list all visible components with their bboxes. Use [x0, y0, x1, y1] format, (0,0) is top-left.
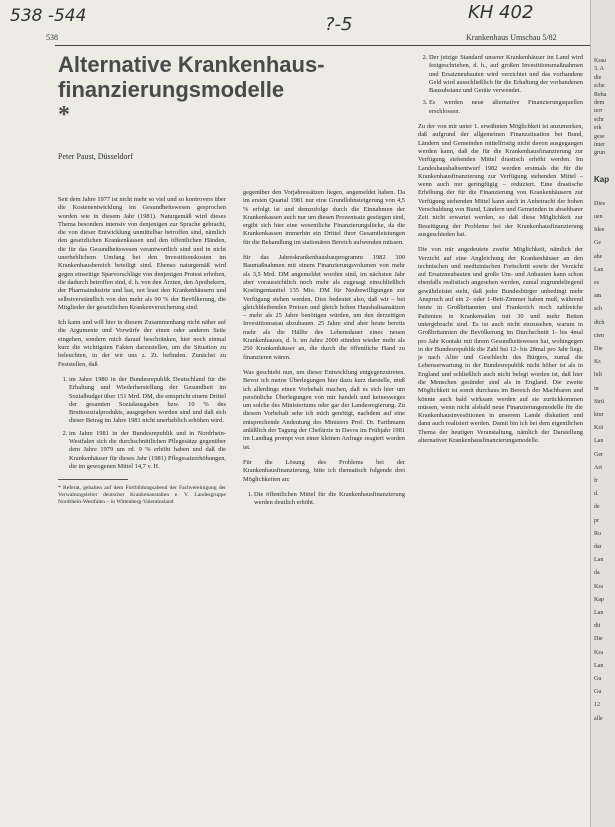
numbered-list — [243, 491, 405, 508]
handwritten-note-left: 538 -544 — [10, 6, 87, 26]
paragraph: Zu der von mir unter 1. erwähnten Möglichkeit ist anzumerken, daß aufgrund der allgemeinen Finanzsituation bei Bund, Ländern und Gemeinden mittelfristig nicht davon ausgegangen werden kann, daß die für die Krankenhausfinanzierung zur Verfügung stehenden Mittel drastisch erhöht werden. Im Landeshaushaltsentwurf 1982 werden erstmals die für die Krankenhausfinanzierung zur Verfügung stehenden Mittel – wenn auch nur geringfügig – reduziert. Eine drastische Erhöhung der für die Finanzierung von Krankenhäusern zur Verfügung stehenden Mittel kann auch in Anbetracht der hohen Verschuldung von Bund, Ländern und Gemeinden in absehbarer Zeit nicht erwartet werden, so daß diese Möglichkeit zur Beseitigung der Probleme bei der Krankenhausfinanzierung ausgeschieden hat. — [418, 123, 583, 238]
strip-fragment: dem — [594, 100, 605, 106]
strip-fragment: Ger — [594, 451, 603, 458]
strip-heading: Kap — [594, 174, 610, 184]
strip-fragment: Gu — [594, 676, 602, 682]
strip-fragment: Strü — [594, 398, 605, 405]
paragraph: Für die Lösung des Problems bei der Krankenhausfinanzierung, bitte ich thematisch folgende drei Möglichkeiten an: — [243, 458, 405, 483]
strip-fragment: alle — [594, 715, 603, 722]
strip-fragment: sch — [594, 306, 602, 313]
paragraph: Ich kann und will hier in diesem Zusammenhang nicht näher auf die Argumente und Vorwürfe der einen oder anderen Seite eingehen, sondern mich darauf beschränken, hier noch einmal kurz die wichtigsten Fakten darzustellen, um die Situation zu beleuchten, in der wir uns z. Zt. befinden. Zunächst zu Feststellen, daß — [58, 319, 226, 368]
strip-fragment: Die — [594, 636, 603, 643]
strip-fragment: Krau — [594, 58, 606, 64]
text-column-1 — [58, 196, 226, 506]
strip-fragment: erk — [594, 125, 602, 132]
strip-fragment: Kap — [594, 596, 604, 603]
text-column-3 — [418, 54, 583, 452]
strip-fragment: schr — [594, 116, 604, 123]
footnote-rule — [58, 479, 128, 480]
list-item: 1. im Jahre 1980 in der Bundesrepublik Deutschland für die Erhaltung und Wiederherstellung der Gesundheit im Sozialbudget über 151 Mrd. DM, die entspricht einem Drittel der gesamten Sozialausgaben bzw. 10 % des Bruttosozialprodukts, ausgegeben worden sind und daß sich dieser Betrag im Jahre 1981 nicht unerheblich erhöhen wird. — [69, 376, 226, 426]
strip-fragment: Lan — [594, 610, 604, 616]
strip-fragment: in — [594, 385, 599, 392]
paragraph: Seit dem Jahre 1977 ist nicht mehr so viel und so kontrovers über die Kostenentwicklung im Gesundheitswesen gesprochen worden wie in diesem Jahr (1981). Naturgemäß wird dieses Thema besonders intensiv von denjenigen zur Sprache gebracht, die von dieser Entwicklung unmittelbar betroffen sind, nämlich den gesetzlichen Krankenkassen und den öffentlichen Händen, die für das Gesundheitswesen verantwortlich sind und in nicht unerheblichem Umfang bei den Investitionskosten im Krankenhausbereich beteiligt sind. Ebenso naturgemäß wird gegen einseitige Sparvorschläge von denjenigen Protest erhoben, die dadurch betroffen sind, d. h. von den Ärzten, den Apothekern, der Pharmaindustrie und last, not least den Krankenhäusern und selbstverständlich von den mehr als 90 % der Bevölkerung, die Mitglieder der gesetzlichen Krankenversicherung sind. — [58, 196, 226, 311]
strip-fragment: Gu — [594, 689, 602, 696]
footnote: * Referat, gehalten auf dem Fortbildungsabend der Fachvereinigung der Verwaltungsleiter deutscher Krankenanstalten e. V. Landesgruppe Nordrhein-Westfalen – in Wittenberg-Valentinsland — [58, 485, 226, 506]
strip-fragment: Lan — [594, 438, 604, 445]
journal-name: Krankenhaus Umschau 5/82 — [466, 33, 557, 42]
strip-fragment: Idee — [594, 227, 605, 234]
strip-fragment: es — [594, 280, 599, 286]
strip-fragment: dit — [594, 623, 601, 630]
strip-fragment: Ge — [594, 240, 601, 247]
strip-fragment: Reha — [594, 91, 607, 98]
page-number: 538 — [46, 33, 58, 42]
strip-fragment: hilt — [594, 372, 603, 379]
strip-fragment: Die — [594, 346, 603, 352]
handwritten-note-middle: ?-5 — [325, 14, 353, 35]
paragraph: für das Jahreskrankenhausbauprogramm 1982 300 Baumaßnahmen mit einem Finanzierungsvolumen von mehr als 3,5 Mrd. DM angemeldet worden sind, im nächsten Jahr aber voraussichtlich noch mehr als zugesagt einschließlich Kostingentantiel 135 Mio. DM für Neubewilligungen zur Verfügung stehen werden. Dies bedeutet also, daß wir – bei gleichbleibenden Preisen und gleich hohen Haushaltsansätzen – mehr als 25 Jahre benötigen würden, um den derzeitigen Investitionsstau abzubauen. 25 Jahre sind aber heute bereits mehr als die Hälfte des Lebensdauer eines neuen Krankenhauses, d. h. im Jahre 2000 stünden wieder mehr als 250 Krankenhäuser an, die durch die öffentliche Hand zu finanzieren wären. — [243, 254, 405, 361]
strip-fragment: am — [594, 293, 602, 300]
title-asterisk: * — [58, 102, 70, 128]
strip-fragment: ahe — [594, 253, 603, 260]
list-item: 2. im Jahre 1981 in der Bundesrepublik und in Nordrhein-Westfalen sich die durchschnittlichen Pflegesätze gegenüber dem Jahre 1979 um rd. 9 % erhöht haben und daß die Krankenhäuser für dieses Jahr (1981) Pflegesatzerhöhungen, die im gewogenen Mittel 14,7 v. H. — [69, 430, 226, 471]
strip-fragment: gese — [594, 133, 605, 140]
paragraph: Was geschieht nun, um dieser Entwicklung entgegenzutreten. Bevor ich meine Überlegungen hier dazu kurz darstelle, muß ich allerdings einen Vorbehalt machen, daß es sich hier um persönliche Überlegungen von mir handelt und keinesweges um solche des Ministeriums oder gar der Landesregierung. Zu diesem Vorbehalt sehe ich mich genötigt, nachdem auf eine entsprechende Andeutung des Ministers Prof. Dr. Farthmann anläßlich der Tagung der Chefärzte in Davos im Frühjahr 1981 im Landtag prompt von einer kleinen Anfrage reagiert worden ist. — [243, 368, 405, 451]
strip-fragment: grun — [594, 150, 605, 157]
article-title: Alternative Krankenhaus-finanzierungsmodelle — [58, 52, 325, 102]
strip-fragment: uen — [594, 214, 603, 220]
strip-fragment: Ru — [594, 530, 602, 537]
strip-fragment: Art — [594, 464, 602, 471]
strip-fragment: de — [594, 504, 600, 511]
text-column-2 — [243, 189, 405, 514]
list-item: 1. Die öffentlichen Mittel für die Krankenhausfinanzierung werden deutlich erhöht. — [254, 491, 405, 508]
header-rule — [55, 45, 615, 46]
strip-fragment: terr — [594, 108, 603, 115]
strip-fragment: Lan — [594, 557, 604, 564]
strip-fragment: d. — [594, 491, 599, 498]
handwritten-note-right: KH 402 — [468, 2, 534, 23]
strip-fragment: sche — [594, 83, 605, 90]
strip-fragment: da — [594, 570, 600, 577]
strip-fragment: 12 — [594, 702, 600, 709]
strip-fragment: Kra — [594, 649, 603, 656]
strip-fragment: ktur — [594, 412, 604, 418]
strip-fragment: 3. A — [594, 66, 605, 73]
strip-fragment: fr — [594, 478, 598, 484]
strip-fragment: inter — [594, 142, 605, 148]
strip-fragment: die — [594, 74, 602, 81]
list-item: 3. Es werden neue alternative Finanzierungsquellen erschlossen. — [429, 99, 583, 116]
strip-fragment: dich — [594, 319, 605, 326]
numbered-list — [418, 54, 583, 116]
strip-fragment: Krä — [594, 425, 603, 432]
numbered-list — [58, 376, 226, 471]
strip-fragment: Dies — [594, 200, 605, 207]
adjacent-page-strip — [590, 0, 615, 827]
author-line: Peter Paust, Düsseldorf — [58, 152, 133, 161]
strip-fragment: Kra — [594, 583, 603, 590]
paragraph: Die von mir angedeutete zweite Möglichkeit, nämlich der Verzicht auf eine Angleichung der Krankenhäuser an den technischen und medizinischen Fortschritt sowie der Verzicht auf Ersatzneubauten und große Um- und Anbauten kann schon ebenfalls realistisch angesehen werden, zumal zugrundeliegend gewährleistet steht, daß jeder Bundesbürger unbedingt mehr Anspruch auf ein 2- oder 1-Bett-Zimmer haben muß, während heute in Großbritannien und Frankreich noch zahlreiche Patienten in Krankensälen mit 30 und mehr Betten untergebracht sind. Es ist auch nicht einzusehen, warum in Großbritannien die Bevölkerung im Durchschnitt 1- bis 4mal pro Jahr Kontakt mit ihrem Gesundheitswesen hat, wohingegen in der Bundesrepublik die Zahl bei 12- bis 28mal pro Jahr liegt, je nach Alter und Geschlecht des Bürgers, zumal die Lebenserwartung in der Bundesrepublik nicht höher ist als in England und schließlich auch nicht belegt worden ist, daß hier die Menschen gesünder sind als in England. Die zweite Möglichkeit ist somit durchaus im Bereich der Machbaren und könnte auch bald wirksam werden auf sie zurückkommen müssen, wenn nicht alsbald neue Finanzierungsmodelle für die Krankenhausinvestitionen in unserem Lande diskutiert und dann auch realisiert werden. Damit bin ich bei dem eigentlichen Thema der heutigen Veranstaltung, nämlich der Darstellung alternativer Krankenhausfinanzierungsmodelle. — [418, 246, 583, 445]
strip-fragment: Lan — [594, 662, 604, 669]
strip-fragment: pr — [594, 517, 599, 524]
strip-fragment: Lan — [594, 266, 604, 273]
strip-fragment: dar — [594, 544, 602, 550]
paragraph: gegenüber den Vorjahressätzen liegen, angemeldet haben. Da im ersten Quartal 1981 nur eine Grundlohnsteigerung von 4,5 % erfolgt ist und demzufolge durch die Einnahmen der Krankenkassen auch nur um diesen Prozentsatz gestiegen sind, ergibt sich hier eine wesentliche Finanzierungslücke, da die Krankenkassen immerhin ein Drittel ihrer Gesamtleistungen für die Behandlung im stationären Bereich aufwenden müssen. — [243, 189, 405, 246]
strip-fragment: Kr. — [594, 359, 602, 366]
strip-fragment: cten — [594, 332, 604, 339]
list-item: 2. Der jetzige Standard unserer Krankenhäuser im Land wird festgeschrieben, d. h., auf großen Investitionsmaßnahmen und Ersatzneubauten wird verzichtet und das vorhandene Geld wird ausschließlich für die Erhaltung der vorhandenen Bausubstanz und Geräte verwendet. — [429, 54, 583, 95]
